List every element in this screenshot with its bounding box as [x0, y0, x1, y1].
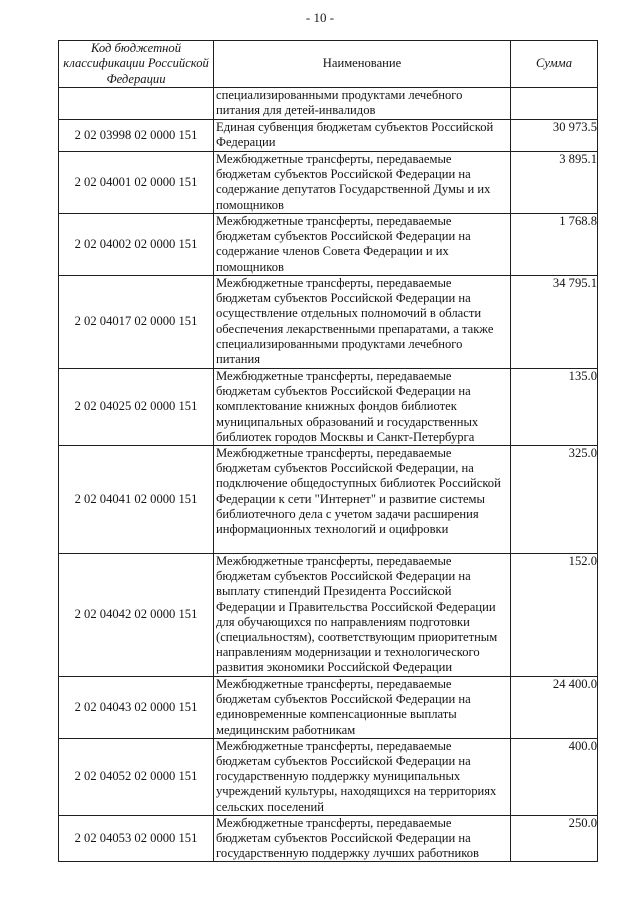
row-sum: 34 795.1: [511, 276, 598, 369]
row-sum: 400.0: [511, 738, 598, 815]
table-row: [59, 369, 598, 446]
row-sum: 152.0: [511, 554, 598, 677]
row-code: 2 02 04052 02 0000 151: [59, 738, 214, 815]
row-sum: 30 973.5: [511, 120, 598, 152]
row-name: Межбюджетные трансферты, передаваемые бюджетам субъектов Российской Федерации на государственную поддержку муниципальных учреждений культуры, находящихся на территориях сельских поселений: [214, 738, 511, 815]
row-sum: 1 768.8: [511, 214, 598, 276]
row-code: 2 02 04001 02 0000 151: [59, 152, 214, 214]
table-row: [59, 214, 598, 276]
table-row: [59, 554, 598, 677]
table-row: [59, 677, 598, 739]
row-sum: 325.0: [511, 446, 598, 554]
row-code: 2 02 04043 02 0000 151: [59, 677, 214, 739]
page-number: - 10 -: [305, 10, 335, 25]
row-sum: [511, 88, 598, 120]
row-name: Межбюджетные трансферты, передаваемые бюджетам субъектов Российской Федерации на содержание членов Совета Федерации и их помощников: [214, 214, 511, 276]
row-name: специализированными продуктами лечебного питания для детей-инвалидов: [214, 88, 511, 120]
row-name: Межбюджетные трансферты, передаваемые бюджетам субъектов Российской Федерации на комплектование книжных фондов библиотек муниципальных образований и государственных библиотек городов Москвы и Санкт-Петербурга: [214, 369, 511, 446]
table-row: [59, 120, 598, 152]
row-code: 2 02 04042 02 0000 151: [59, 554, 214, 677]
row-code: 2 02 04002 02 0000 151: [59, 214, 214, 276]
row-code: 2 02 04017 02 0000 151: [59, 276, 214, 369]
row-sum: 135.0: [511, 369, 598, 446]
row-code: 2 02 03998 02 0000 151: [59, 120, 214, 152]
row-code: 2 02 04025 02 0000 151: [59, 369, 214, 446]
row-sum: 3 895.1: [511, 152, 598, 214]
header-code: Код бюджетной классификации Российской Федерации: [59, 41, 214, 88]
row-name: Единая субвенция бюджетам субъектов Российской Федерации: [214, 120, 511, 152]
row-name: Межбюджетные трансферты, передаваемые бюджетам субъектов Российской Федерации на единовременные компенсационные выплаты медицинским работникам: [214, 677, 511, 739]
row-name: Межбюджетные трансферты, передаваемые бюджетам субъектов Российской Федерации, на подключение общедоступных библиотек Российской Федерации к сети "Интернет" и развитие системы библиотечного дела с учетом задачи расширения информационных технологий и оцифровки: [214, 446, 511, 554]
budget-table: [58, 40, 598, 862]
header-sum: Сумма: [511, 41, 598, 88]
table-row: [59, 815, 598, 862]
row-name: Межбюджетные трансферты, передаваемые бюджетам субъектов Российской Федерации на содержание депутатов Государственной Думы и их помощников: [214, 152, 511, 214]
row-sum: 24 400.0: [511, 677, 598, 739]
table-header-row: [59, 41, 598, 88]
row-code: [59, 88, 214, 120]
row-sum: 250.0: [511, 815, 598, 862]
row-name: Межбюджетные трансферты, передаваемые бюджетам субъектов Российской Федерации на осуществление отдельных полномочий в области обеспечения лекарственными препаратами, а также специализированными продуктами лечебного питания: [214, 276, 511, 369]
row-name: Межбюджетные трансферты, передаваемые бюджетам субъектов Российской Федерации на государственную поддержку лучших работников: [214, 815, 511, 862]
table-row: [59, 446, 598, 554]
table-row: [59, 738, 598, 815]
table-row: [59, 276, 598, 369]
row-name: Межбюджетные трансферты, передаваемые бюджетам субъектов Российской Федерации на выплату стипендий Президента Российской Федерации и Правительства Российской Федерации для обучающихся по направлениям подготовки (специальностям), соответствующим приоритетным направлениям модернизации и технологического развития экономики Российской Федерации: [214, 554, 511, 677]
header-name: Наименование: [214, 41, 511, 88]
row-code: 2 02 04053 02 0000 151: [59, 815, 214, 862]
row-code: 2 02 04041 02 0000 151: [59, 446, 214, 554]
table-row: [59, 152, 598, 214]
table-row: [59, 88, 598, 120]
